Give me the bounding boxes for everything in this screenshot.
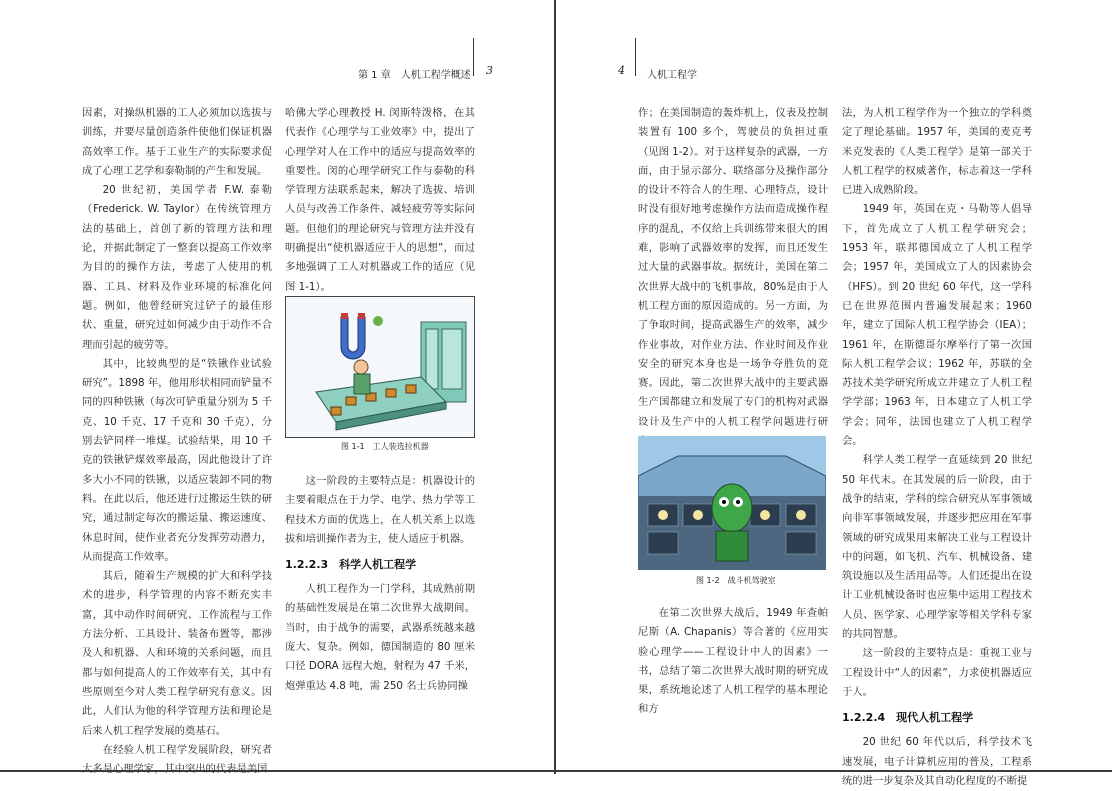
text-column (842, 104, 1032, 791)
left-page (0, 0, 554, 770)
running-header-title: 人机工程学 (647, 70, 697, 81)
header-rule (635, 38, 636, 76)
paragraph: 其后，随着生产规模的扩大和科学技术的进步，科学管理的内容不断充实丰富，其中动作时间研究、工作流程与工作方法分析、工具设计、装备布置等，都涉及人和机器、人和环境的关系问题，而且都与如何提高人的工作效率有关，其中有些原则至今对人类工程学研究有意义。因此，人们认为他的科学管理方法和理论是后来人机工程学发展的奠基石。 (82, 570, 272, 737)
section-heading: 1.2.2.3 科学人机工程学 (285, 558, 417, 572)
figure-caption: 图 1-2 战斗机驾驶室 (696, 576, 776, 585)
bottom-border (0, 770, 1112, 772)
paragraph: 这一阶段的主要特点是：重视工业与工程设计中“人的因素”，力求使机器适应于人。 (842, 647, 1032, 698)
paragraph: 哈佛大学心理教授 H. 闵斯特泼格，在其代表作《心理学与工业效率》中，提出了心理学对人在工作中的适应与提高效率的重要性。闵的心理学研究工作与泰勒的科学管理方法联系起来，解决了选拔、培训人员与改善工作条件、减轻疲劳等实际问题。但他们的理论研究与管理方法并没有明确提出“使机器适应于人的思想”，而过多地强调了工人对机器或工作的适应（见图 1-1）。 (285, 107, 475, 293)
paragraph: 因素，对操纵机器的工人必须加以选拔与训练，并要尽量创造条件使他们保证机器高效率工作。基于工业生产的实际要求促成了心理工艺学和泰勒制的产生和发展。 (82, 107, 272, 177)
page-number: 4 (618, 64, 625, 77)
header-rule (473, 38, 474, 76)
paragraph: 1949 年，英国在克・马勒等人倡导下，首先成立了人机工程学研究会；1953 年，联邦德国成立了人机工程学会；1957 年，美国成立了人的因素协会（HFS）。到 20 世纪 60 年代，这一学科已在世界范围内普遍发展起来；1960 年，建立了国际人机工程学协会（IEA）；1961 年，在斯德哥尔摩举行了第一次国际人机工程学会议；1962 年，苏联的全苏技术美学研究所成立并建立了人机工程学学部；1963 年，日本建立了人机工学学会；同年，法国也建立了人机工程学会。 (842, 203, 1032, 448)
text-column (82, 104, 272, 779)
paragraph: 这一阶段的主要特点是：机器设计的主要着眼点在于力学、电学、热力学等工程技术方面的优选上，在人机关系上以选拔和培训操作者为主，使人适应于机器。 (285, 475, 475, 545)
section-heading: 1.2.2.4 现代人机工程学 (842, 711, 974, 725)
paragraph: 20 世纪 60 年代以后，科学技术飞速发展，电子计算机应用的普及，工程系统的进一步复杂及其自动化程度的不断提 (842, 736, 1032, 787)
paragraph: 在第二次世界大战后，1949 年查帕尼斯（A. Chapanis）等合著的《应用实验心理学——工程设计中人的因素》一书，总结了第二次世界大战时期的研究成果，系统地论述了人机工程学的基本理论和方 (638, 607, 828, 716)
factory-worker-illustration (286, 297, 474, 437)
figure-caption: 图 1-1 工人装选拉机器 (341, 442, 429, 451)
page-number: 3 (486, 64, 493, 77)
figure-cockpit-illustration (638, 436, 826, 570)
text-column (638, 104, 828, 451)
paragraph: 在经验人机工程学发展阶段，研究者 (102, 743, 272, 756)
paragraph: 20 世纪初，美国学者 F.W. 泰勒（Frederick. W. Taylor）在传统管理方法的基础上，首创了新的管理方法和理论，并据此制定了一整套以提高工作效率为目的的操作方法，考虑了人使用的机器、工具、材料及作业环境的标准化问题。例如，他曾经研究过铲子的最佳形状、重量，研究过如何减少由于动作不合理而引起的疲劳等。 (82, 184, 272, 351)
running-header-chapter: 第 1 章 人机工程学概述 (358, 70, 471, 81)
paragraph: 人机工程作为一门学科，其成熟前期的基础性发展是在第二次世界大战期间。当时，由于战争的需要，武器系统越来越庞大、复杂。例如，德国制造的 80 厘米口径 DORA 远程大炮，射程为 47 千米，炮弹重达 4.8 吨，需 250 名士兵协同操 (285, 583, 475, 692)
paragraph: 科学人类工程学一直延续到 20 世纪 50 年代末。在其发展的后一阶段，由于战争的结束，学科的综合研究从军事领域向非军事领域发展，并逐步把应用在军事领域的研究成果用来解决工业与工程设计中的问题，如飞机、汽车、机械设备、建筑设施以及生活用品等。人们还提出在设计工业机械设备时也应集中运用工程技术人员、医学家、心理学家等相关学科专家的共同智慧。 (842, 454, 1032, 641)
text-column (638, 604, 828, 720)
paragraph: 其中，比较典型的是“铁锹作业试验研究”。1898 年，他用形状相同而铲量不同的四种铁锹（每次可铲重量分别为 5 千克、10 千克、17 千克和 30 千克），分别去铲同样一堆煤。试验结果，用 10 千克的铁锹铲煤效率最高，因此他设计了许多大小不同的铁锹，以适应装卸不同的物料。在此以后，他还进行过搬运生铁的研究，通过制定每次的搬运量、搬运速度、休息时间，使作业者充分发挥劳动潜力，从而提高工作效率。 (82, 357, 272, 563)
text-column (285, 472, 475, 696)
figure-factory-illustration (285, 296, 475, 438)
right-page (556, 0, 1112, 787)
text-column (285, 104, 475, 297)
paragraph: 作；在美国制造的轰炸机上，仪表及控制装置有 100 多个，驾驶员的负担过重（见图 1-2）。对于这样复杂的武器，一方面，由于显示部分、联络部分及操作部分的设计不符合人的生理、心理特点，设计时没有很好地考虑操作方法而造成操作程序的混乱，不仅给上兵训练带来很大的困难，影响了武器效率的发挥，而且还发生过大量的武器事故。据统计，美国在第二次世界大战中的飞机事故，80%是由于人机工程方面的原因造成的。另一方面，为了争取时间，提高武器生产的效率，减少作业事故，对作业方法、作业时间及作业安全的研究本身也是一场争夺胜负的竞赛。因此，第二次世界大战中的主要武器生产国都建立和发展了专门的机构对武器设计及生产中的人机工程学问题进行研 (638, 107, 828, 428)
cockpit-illustration (638, 436, 826, 570)
paragraph: 法，为人机工程学作为一个独立的学科奠定了理论基础。1957 年，美国的麦克考米克发表的《人类工程学》是第一部关于人机工程学的权威著作，标志着这一学科已进入成熟阶段。 (842, 107, 1032, 197)
